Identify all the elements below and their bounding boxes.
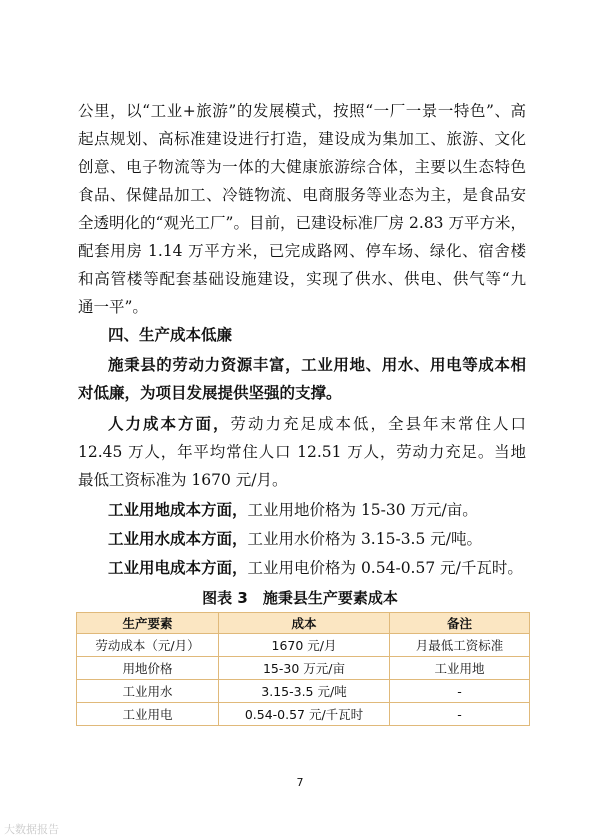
paragraph-line: 全透明化的“观光工厂”。目前，已建设标准厂房 2.83 万平方米， xyxy=(78,214,526,232)
paragraph-line: 配套用房 1.14 万平方米，已完成路网、停车场、绿化、宿舍楼 xyxy=(78,242,526,260)
power-cost-line xyxy=(108,558,528,578)
labor-cost-line: 最低工资标准为 1670 元/月。 xyxy=(78,471,288,489)
table-cell: 15-30 万元/亩 xyxy=(219,657,390,680)
watermark-logo: 大数据报告 xyxy=(4,823,59,836)
summary-line: 施秉县的劳动力资源丰富，工业用地、用水、用电等成本相 xyxy=(108,355,526,374)
paragraph-line: 创意、电子物流等为一体的大健康旅游综合体，主要以生态特色 xyxy=(78,158,526,176)
paragraph-line: 食品、保健品加工、冷链物流、电商服务等业态为主，是食品安 xyxy=(78,186,526,204)
section-heading: 四、生产成本低廉 xyxy=(108,326,233,344)
table-cell: 工业用水 xyxy=(77,680,219,703)
column-header: 成本 xyxy=(219,613,390,634)
power-cost-text: 工业用电价格为 0.54-0.57 元/千瓦时。 xyxy=(247,559,523,577)
page-number: 7 xyxy=(296,776,304,789)
table-cell: 1670 元/月 xyxy=(219,634,390,657)
table-cell: 月最低工资标准 xyxy=(390,634,530,657)
table-cell: 用地价格 xyxy=(77,657,219,680)
table-row xyxy=(77,634,530,657)
table-row xyxy=(77,657,530,680)
paragraph-line: 起点规划、高标准建设进行打造，建设成为集加工、旅游、文化 xyxy=(78,130,526,148)
land-cost-text: 工业用地价格为 15-30 万元/亩。 xyxy=(247,501,478,519)
column-header: 生产要素 xyxy=(77,613,219,634)
column-header: 备注 xyxy=(390,613,530,634)
table-row xyxy=(77,703,530,726)
water-cost-line xyxy=(108,529,528,549)
land-cost-line xyxy=(108,500,528,520)
table-cell: 工业用地 xyxy=(390,657,530,680)
table-cell: - xyxy=(390,703,530,726)
labor-cost-text: 劳动力充足成本低，全县年末常住人口 xyxy=(230,415,526,433)
labor-cost-line: 12.45 万人，年平均常住人口 12.51 万人，劳动力充足。当地 xyxy=(78,443,526,461)
table-cell: 0.54-0.57 元/千瓦时 xyxy=(219,703,390,726)
paragraph-line: 公里，以“工业+旅游”的发展模式，按照“一厂一景一特色”、高 xyxy=(78,102,526,120)
labor-cost-label: 人力成本方面， xyxy=(108,414,231,433)
labor-cost-line xyxy=(108,414,526,434)
cost-table xyxy=(76,612,530,726)
paragraph-line: 通一平”。 xyxy=(78,298,148,316)
water-cost-text: 工业用水价格为 3.15-3.5 元/吨。 xyxy=(247,530,482,548)
table-cell: 工业用电 xyxy=(77,703,219,726)
water-cost-label: 工业用水成本方面， xyxy=(108,529,248,548)
table-cell: 劳动成本（元/月） xyxy=(77,634,219,657)
table-cell: 3.15-3.5 元/吨 xyxy=(219,680,390,703)
table-header-row xyxy=(77,613,530,634)
power-cost-label: 工业用电成本方面， xyxy=(108,558,248,577)
paragraph-line: 和高管楼等配套基础设施建设，实现了供水、供电、供气等“九 xyxy=(78,270,526,288)
table-caption: 图表 3 施秉县生产要素成本 xyxy=(202,589,398,607)
table-cell: - xyxy=(390,680,530,703)
land-cost-label: 工业用地成本方面， xyxy=(108,500,248,519)
table-row xyxy=(77,680,530,703)
summary-line: 对低廉，为项目发展提供坚强的支撑。 xyxy=(78,383,342,402)
